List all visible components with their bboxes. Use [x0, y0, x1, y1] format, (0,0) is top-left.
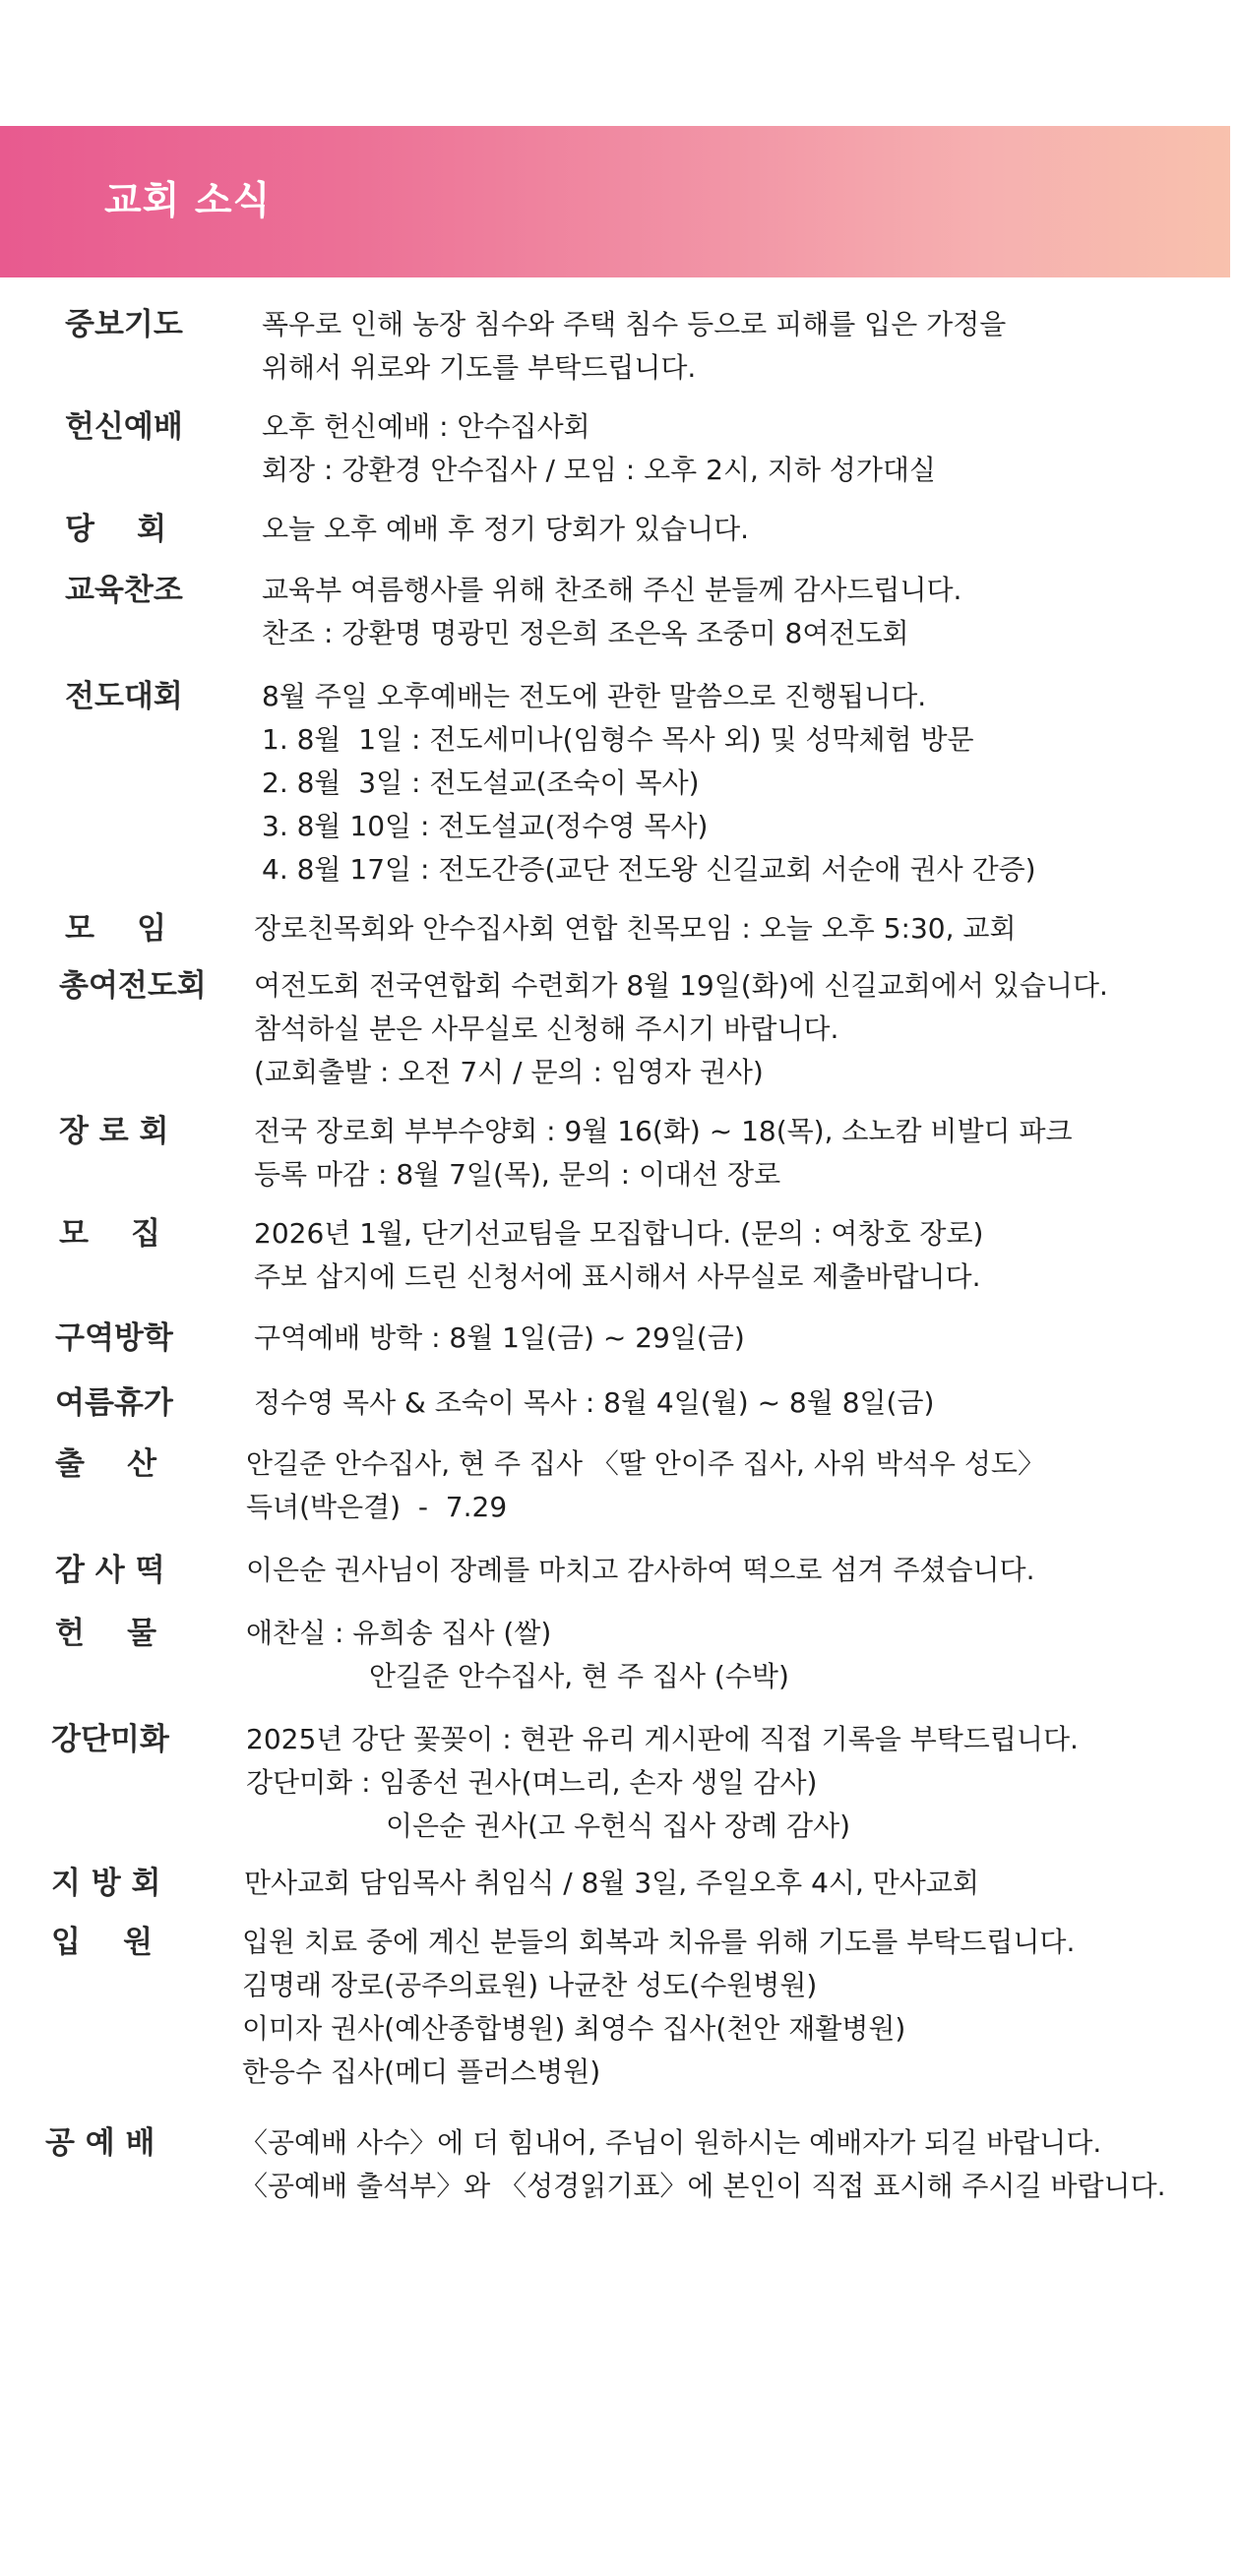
notice-label: 당 회: [65, 512, 167, 547]
notice-label: 공 예 배: [45, 2125, 155, 2161]
notice-text: 교육부 여름행사를 위해 찬조해 주신 분들께 감사드립니다.: [262, 574, 962, 606]
notice-dedication-service: [0, 405, 1240, 492]
notice-label: 헌 물: [55, 1616, 157, 1651]
notice-intercessory-prayer: [0, 303, 1240, 390]
notice-womens-mission: [0, 964, 1240, 1094]
notice-text: 득녀(박은결) - 7.29: [246, 1491, 508, 1523]
notice-text: 〈공예배 사수〉에 더 힘내어, 주님이 원하시는 예배자가 되길 바랍니다.: [240, 2126, 1102, 2159]
notice-label: 헌신예배: [65, 409, 183, 445]
notice-text: 오늘 오후 예배 후 정기 당회가 있습니다.: [262, 513, 750, 545]
notice-summer-vacation: [0, 1381, 1240, 1425]
notice-session-meeting: [0, 508, 1240, 551]
notice-text: 정수영 목사 & 조숙이 목사 : 8월 4일(월) ~ 8월 8일(금): [254, 1386, 935, 1419]
notice-altar-flowers: [0, 1718, 1240, 1848]
notice-text: 참석하실 분은 사무실로 신청해 주시기 바랍니다.: [254, 1012, 839, 1045]
notice-education-sponsorship: [0, 569, 1240, 655]
notice-label: 감 사 떡: [55, 1553, 165, 1588]
notice-thanks-rice-cake: [0, 1549, 1240, 1592]
notice-text: 회장 : 강환경 안수집사 / 모임 : 오후 2시, 지하 성가대실: [262, 454, 936, 486]
notice-text: 8월 주일 오후예배는 전도에 관한 말씀으로 진행됩니다.: [262, 680, 927, 712]
section-title: 교회 소식: [104, 179, 272, 223]
notice-text: 2026년 1월, 단기선교팀을 모집합니다. (문의 : 여창호 장로): [254, 1217, 984, 1250]
notice-birth: [0, 1442, 1240, 1529]
notice-text: 입원 치료 중에 계신 분들의 회복과 치유를 위해 기도를 부탁드립니다.: [242, 1926, 1076, 1958]
notice-evangelism-rally: [0, 675, 1240, 891]
notice-hospitalized: [0, 1921, 1240, 2094]
notice-text: 2025년 강단 꽃꽂이 : 현관 유리 게시판에 직접 기록을 부탁드립니다.: [246, 1723, 1079, 1755]
notice-text: 여전도회 전국연합회 수련회가 8월 19일(화)에 신길교회에서 있습니다.: [254, 969, 1108, 1002]
notice-label: 모 임: [65, 911, 167, 947]
notice-recruitment: [0, 1212, 1240, 1299]
notice-text: 이은순 권사(고 우헌식 집사 장례 감사): [386, 1809, 851, 1842]
notice-label: 여름휴가: [55, 1385, 173, 1421]
section-header-banner: [0, 126, 1230, 277]
notice-text: 주보 삽지에 드린 신청서에 표시해서 사무실로 제출바랍니다.: [254, 1260, 981, 1293]
notice-text: 안길준 안수집사, 현 주 집사 (수박): [369, 1660, 789, 1692]
notice-text: 전국 장로회 부부수양회 : 9월 16(화) ~ 18(목), 소노캄 비발디 파크: [254, 1115, 1073, 1147]
notice-text: 오후 헌신예배 : 안수집사회: [262, 410, 590, 443]
notice-list: [0, 303, 1240, 2208]
notice-text: 위해서 위로와 기도를 부탁드립니다.: [262, 351, 697, 384]
notice-text: 김명래 장로(공주의료원) 나균찬 성도(수원병원): [242, 1969, 818, 2001]
notice-label: 지 방 회: [51, 1866, 161, 1901]
notice-label: 모 집: [59, 1216, 161, 1252]
notice-text: 애찬실 : 유희송 집사 (쌀): [246, 1617, 552, 1649]
notice-label: 총여전도회: [59, 968, 207, 1004]
notice-text: 폭우로 인해 농장 침수와 주택 침수 등으로 피해를 입은 가정을: [262, 308, 1007, 340]
notice-label: 교육찬조: [65, 573, 183, 608]
notice-district-meeting: [0, 1862, 1240, 1905]
notice-text: 한응수 집사(메디 플러스병원): [242, 2055, 601, 2088]
notice-text: 3. 8월 10일 : 전도설교(정수영 목사): [262, 810, 709, 842]
notice-text: 1. 8월 1일 : 전도세미나(임형수 목사 외) 및 성막체험 방문: [262, 723, 974, 756]
notice-label: 구역방학: [55, 1320, 173, 1356]
notice-text: 찬조 : 강환명 명광민 정은희 조은옥 조중미 8여전도회: [262, 617, 909, 649]
notice-text: 2. 8월 3일 : 전도설교(조숙이 목사): [262, 767, 700, 799]
notice-text: 장로친목회와 안수집사회 연합 친목모임 : 오늘 오후 5:30, 교회: [254, 912, 1017, 945]
notice-label: 입 원: [51, 1925, 154, 1960]
notice-text: 구역예배 방학 : 8월 1일(금) ~ 29일(금): [254, 1321, 745, 1354]
notice-text: 강단미화 : 임종선 권사(며느리, 손자 생일 감사): [246, 1766, 818, 1799]
notice-text: 만사교회 담임목사 취임식 / 8월 3일, 주일오후 4시, 만사교회: [244, 1867, 979, 1899]
notice-text: 안길준 안수집사, 현 주 집사 〈딸 안이주 집사, 사위 박석우 성도〉: [246, 1447, 1045, 1480]
notice-text: (교회출발 : 오전 7시 / 문의 : 임영자 권사): [254, 1056, 764, 1088]
notice-donations: [0, 1612, 1240, 1698]
notice-label: 장 로 회: [59, 1114, 169, 1149]
notice-text: 등록 마감 : 8월 7일(목), 문의 : 이대선 장로: [254, 1158, 781, 1191]
notice-district-break: [0, 1317, 1240, 1360]
notice-text: 이은순 권사님이 장례를 마치고 감사하여 떡으로 섬겨 주셨습니다.: [246, 1554, 1035, 1586]
notice-public-worship: [0, 2121, 1240, 2208]
notice-label: 출 산: [55, 1446, 157, 1482]
notice-text: 이미자 권사(예산종합병원) 최영수 집사(천안 재활병원): [242, 2012, 906, 2045]
notice-label: 강단미화: [51, 1722, 169, 1757]
notice-gathering: [0, 907, 1240, 951]
notice-label: 중보기도: [65, 307, 183, 342]
notice-text: 4. 8월 17일 : 전도간증(교단 전도왕 신길교회 서순애 권사 간증): [262, 853, 1036, 886]
notice-label: 전도대회: [65, 679, 183, 714]
notice-elders-association: [0, 1110, 1240, 1196]
notice-text: 〈공예배 출석부〉와 〈성경읽기표〉에 본인이 직접 표시해 주시길 바랍니다.: [240, 2170, 1166, 2202]
